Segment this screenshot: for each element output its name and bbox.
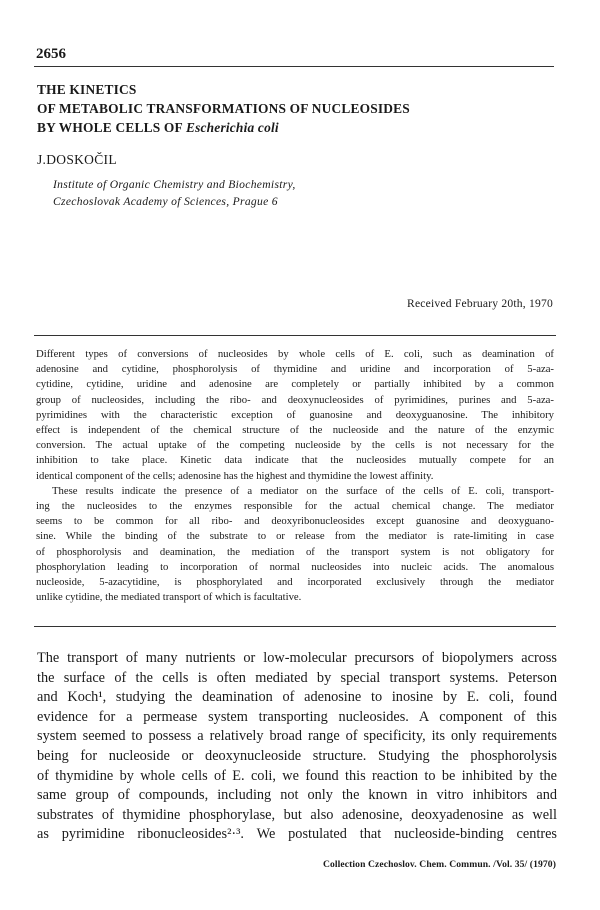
received-date: Received February 20th, 1970	[407, 297, 553, 310]
title-line-3-prefix: BY WHOLE CELLS OF	[37, 120, 183, 135]
page-number: 2656	[36, 46, 66, 62]
abstract-line: nucleoside, 5-azacytidine, is phosphorylated and incorporated exclusively through the mediator	[36, 576, 554, 589]
body-line: same group of compounds, including not only the known in vitro inhibitors and	[37, 787, 557, 804]
abstract-line: seems to be common for all ribo- and deoxyribonucleosides except guanosine and deoxyguano-	[36, 515, 554, 528]
abstract-line: Different types of conversions of nucleosides by whole cells of E. coli, such as deamination of	[36, 348, 554, 360]
abstract-line: adenosine and cytidine, phosphorolysis of thymidine and uridine and incorporation of 5-aza-	[36, 363, 554, 376]
title-line-1: THE KINETICS	[37, 82, 137, 97]
article-title	[37, 80, 557, 137]
body-line: evidence for a permease system transporting nucleosides. A component of this	[37, 708, 557, 725]
abstract-bottom-rule	[34, 626, 556, 627]
abstract-line: group of nucleosides, including the ribo- and deoxynucleosides of pyrimidines, purines and 5-aza-	[36, 393, 554, 406]
abstract-top-rule	[34, 335, 556, 336]
body-line: as pyrimidine ribonucleosides²·³. We postulated that nucleoside-binding centres	[37, 826, 557, 843]
body-line: system seemed to possess a relatively broad range of specificity, its only requirements	[37, 728, 557, 745]
author-affiliation	[53, 176, 296, 210]
abstract-line: effect is independent of the chemical structure of the nucleoside and the nature of the enzymic	[36, 424, 554, 437]
header-rule	[34, 66, 554, 67]
abstract-line: pyrimidines with the characteristic exception of guanosine and deoxyguanosine. The inhibitory	[36, 408, 554, 421]
journal-footer: Collection Czechoslov. Chem. Commun. /Vol. 35/ (1970)	[322, 859, 556, 870]
abstract-line: inhibition to take place. Kinetic data indicate that the nucleosides mutually compete for an	[36, 454, 554, 467]
abstract-line: conversion. The actual uptake of the competing nucleoside by the cells is not necessary for the	[36, 439, 554, 452]
title-organism: Escherichia coli	[185, 120, 279, 135]
abstract-line: of phosphorolysis and deamination, the mediation of the transport system is not obligatory for	[36, 545, 554, 558]
body-line: of thymidine by whole cells of E. coli, we found this reaction to be inhibited by the	[37, 767, 557, 784]
title-line-3	[37, 118, 557, 137]
body-line: being for nucleoside or deoxynucleoside structure. Studying the phosphorolysis	[37, 747, 557, 764]
body-text	[37, 649, 557, 845]
affiliation-line-1: Institute of Organic Chemistry and Biochemistry,	[53, 178, 296, 191]
abstract-line: identical component of the cells; adenosine has the highest and thymidine the lowest affinity.	[36, 469, 434, 482]
abstract-line: ing the nucleosides to the enzymes responsible for the actual chemical change. The mediator	[36, 500, 554, 513]
abstract-line: These results indicate the presence of a mediator on the surface of the cells of E. coli, transport-	[52, 484, 554, 497]
abstract-line: sine. While the binding of the substrate to or release from the mediator is rate-limiting in case	[36, 530, 554, 543]
body-line: the surface of the cells is often mediated by special transport systems. Peterson	[37, 669, 557, 686]
abstract-line: cytidine, cytidine, uridine and adenosine are completely or partially inhibited by a common	[36, 378, 554, 391]
abstract-line: phosphorylation leading to incorporation of normal nucleosides into nucleic acids. The anomalous	[36, 560, 554, 573]
body-line: The transport of many nutrients or low-molecular precursors of biopolymers across	[37, 650, 557, 666]
author-name: J.DOSKOČIL	[37, 152, 117, 167]
abstract	[36, 347, 554, 605]
body-line: substrates of thymidine phosphorylase, but also adenosine, deoxyadenosine as well	[37, 806, 557, 823]
affiliation-line-2: Czechoslovak Academy of Sciences, Prague 6	[53, 195, 278, 208]
abstract-line: unlike cytidine, the mediated transport of which is facultative.	[36, 591, 302, 604]
body-line: and Koch¹, studying the deamination of adenosine to inosine by E. coli, found	[37, 689, 557, 706]
title-line-2: OF METABOLIC TRANSFORMATIONS OF NUCLEOSIDES	[37, 101, 410, 116]
